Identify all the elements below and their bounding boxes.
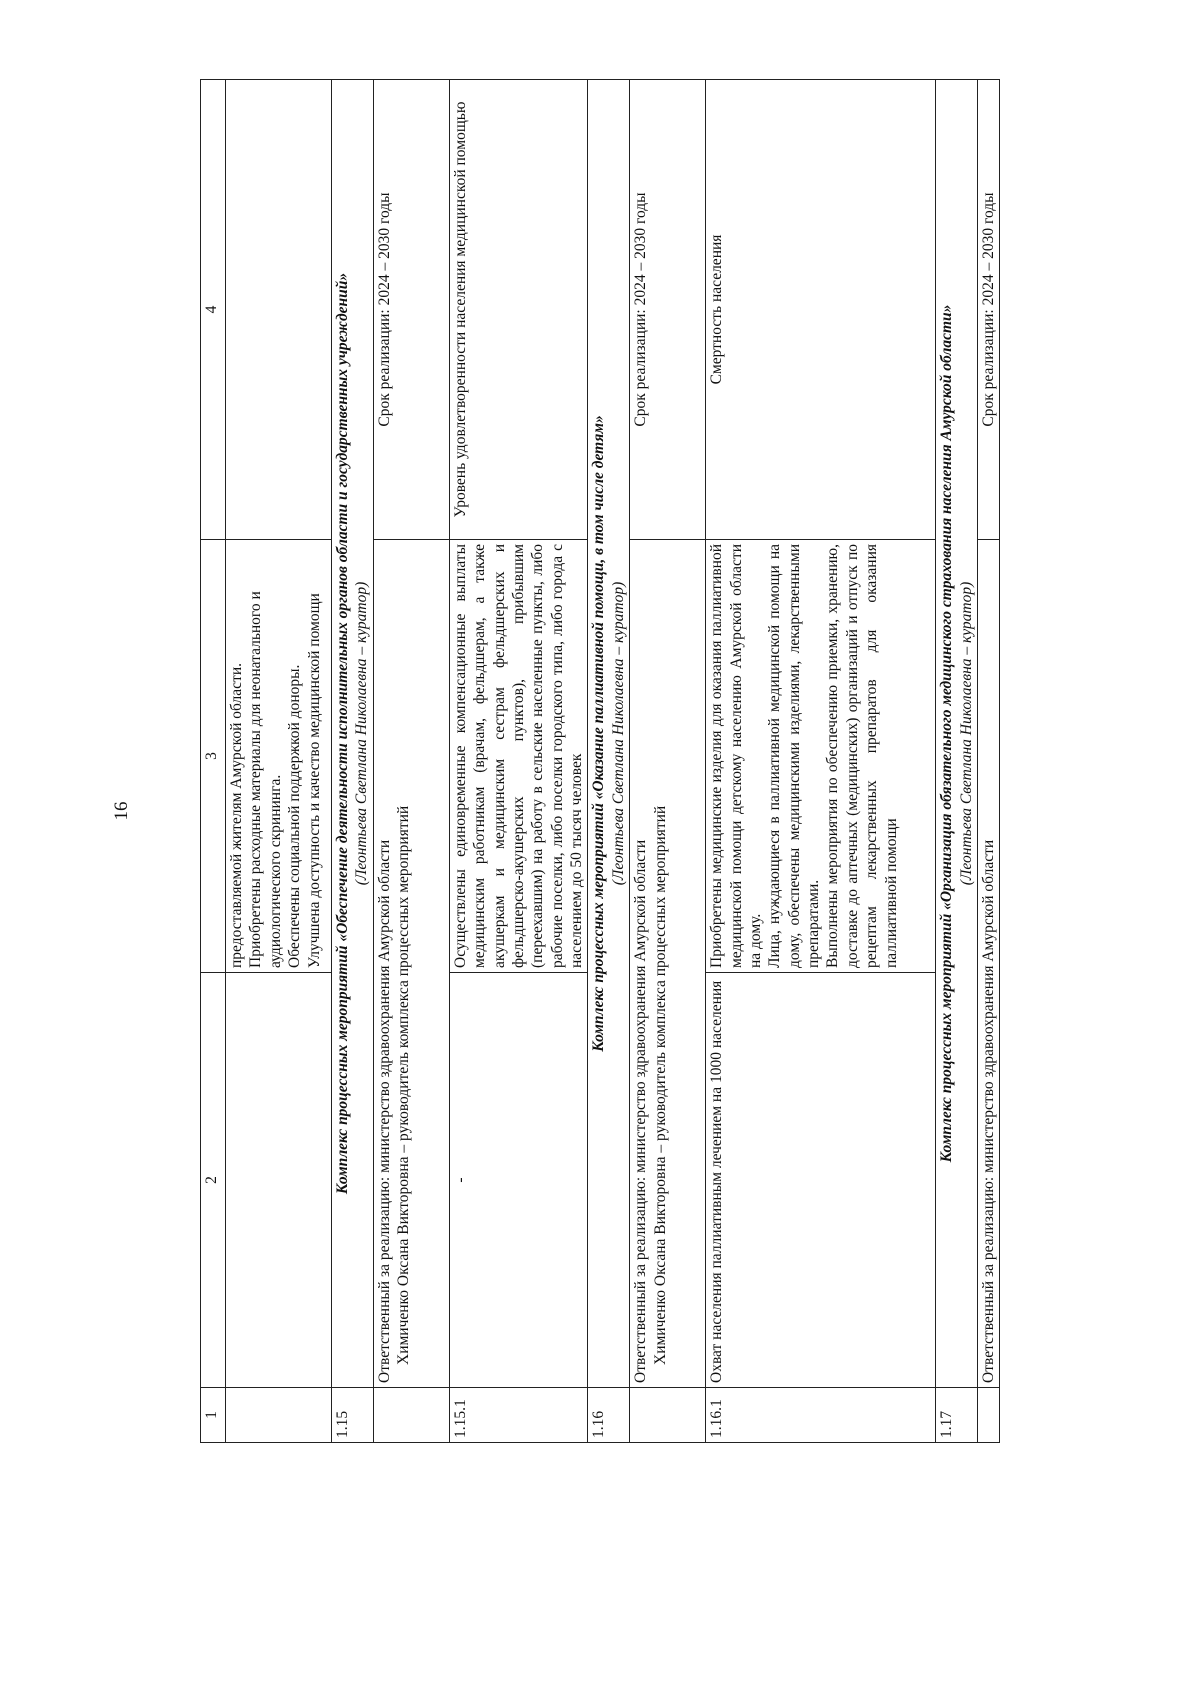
- results-cell: Приобретены медицинские изделия для оказания паллиативной медицинской помощи детскому населению Амурской области на дому. Лица, нуждающиеся в паллиативной медицинской помощи на дому, обеспечены медицинскими изделиями, лекарственными препаратами. Выполнены мероприятия по обеспечению приемки, хранению, доставке до аптечных (медицинских) организаций и отпуск по рецептам лекарственных препаратов для оказания паллиативной помощи: [706, 540, 936, 973]
- responsible-row-1-17: [977, 80, 999, 1443]
- responsible-text: Ответственный за реализацию: министерство здравоохранения Амурской области: [632, 839, 650, 1383]
- row-number: 1.15.1: [449, 1388, 588, 1443]
- table-header-row: [201, 80, 226, 1443]
- section-heading: [588, 80, 630, 1388]
- responsible-text: Ответственный за реализацию: министерство здравоохранения Амурской области: [979, 839, 997, 1383]
- term-text: Срок реализации: 2024 – 2030 годы: [630, 80, 706, 540]
- indicator-cell: Охват населения паллиативным лечением на 1000 населения: [706, 973, 936, 1388]
- responsible-row-1-16: [630, 80, 706, 1443]
- section-title: Комплекс процессных мероприятий «Организация обязательного медицинского страхования населения Амурской области»: [938, 304, 956, 1163]
- header-col-2: 2: [201, 973, 226, 1388]
- responsible-cell: [373, 540, 449, 1388]
- header-col-3: 3: [201, 540, 226, 973]
- section-heading: [936, 80, 978, 1388]
- section-title: Комплекс процессных мероприятий «Обеспечение деятельности исполнительных органов области и государственных учреждений»: [334, 272, 351, 1195]
- responsible-cell: [630, 540, 706, 1388]
- leader-text: Химиченко Оксана Викторовна – руководитель комплекса процессных мероприятий: [651, 805, 669, 1365]
- section-row-1-15: [332, 80, 374, 1443]
- table-row-1-16-1: [706, 80, 936, 1443]
- measures-table: [200, 79, 1000, 1443]
- indicator-cell: -: [449, 973, 588, 1388]
- responsible-cell: [977, 540, 999, 1388]
- section-curator: (Леонтьева Светлана Николаевна – куратор): [957, 581, 975, 886]
- section-heading: [332, 80, 374, 1388]
- section-row-1-17: [936, 80, 978, 1443]
- responsible-text: Ответственный за реализацию: министерство здравоохранения Амурской области: [375, 839, 393, 1383]
- results-cell: Осуществлены единовременные компенсационные выплаты медицинским работникам (врачам, фельдшерам, а также акушеркам и медицинским сестрам фельдшерских и фельдшерско-акушерских пунктов), прибывшим (переехавшим) на работу в сельские населенные пункты, либо рабочие поселки, либо поселки городского типа, либо города с населением до 50 тысяч человек: [449, 540, 588, 973]
- effect-cell: Уровень удовлетворенности населения медицинской помощью: [449, 80, 588, 540]
- page-number: 16: [111, 801, 132, 821]
- leader-text: Химиченко Оксана Викторовна – руководитель комплекса процессных мероприятий: [395, 805, 413, 1365]
- section-curator: (Леонтьева Светлана Николаевна – куратор): [609, 581, 627, 886]
- header-col-4: 4: [201, 80, 226, 540]
- section-row-1-16: [588, 80, 630, 1443]
- continuation-results: предоставляемой жителям Амурской области. Приобретены расходные материалы для неонатального и аудиологического скрининга. Обеспечены социальной поддержкой доноры. Улучшена доступность и качество медицинской помощи: [226, 540, 332, 973]
- landscape-table-sheet: [200, 80, 1082, 1443]
- header-col-1: 1: [201, 1388, 226, 1443]
- effect-cell: Смертность населения: [706, 80, 936, 540]
- responsible-row-1-15: [373, 80, 449, 1443]
- table-row-continuation: [226, 80, 332, 1443]
- row-number: 1.16: [588, 1388, 630, 1443]
- row-number: 1.17: [936, 1388, 978, 1443]
- term-text: Срок реализации: 2024 – 2030 годы: [373, 80, 449, 540]
- term-text: Срок реализации: 2024 – 2030 годы: [977, 80, 999, 540]
- section-curator: (Леонтьева Светлана Николаевна – куратор): [353, 581, 371, 886]
- row-number: 1.15: [332, 1388, 374, 1443]
- table-row-1-15-1: [449, 80, 588, 1443]
- section-title: Комплекс процессных мероприятий «Оказание паллиативной помощи, в том числе детям»: [590, 415, 608, 1052]
- row-number: 1.16.1: [706, 1388, 936, 1443]
